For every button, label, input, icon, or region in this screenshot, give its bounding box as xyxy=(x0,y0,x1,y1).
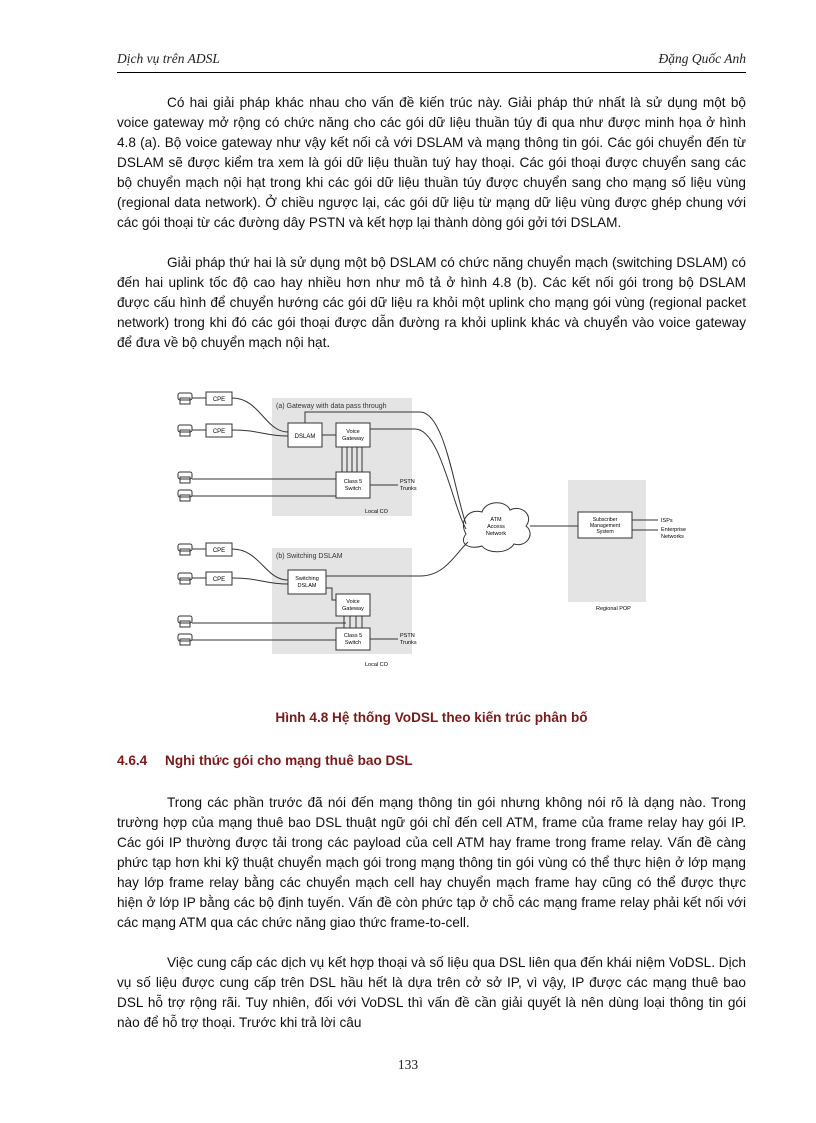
atm-label-1: ATM xyxy=(490,517,502,523)
class5-switch-box-b xyxy=(336,628,370,650)
local-co-label: Local CO xyxy=(365,509,388,515)
pstn-b-label-1: PSTN xyxy=(400,633,415,639)
voice-gateway-box xyxy=(336,423,370,447)
class5-b-label-2: Switch xyxy=(344,640,362,646)
switching-dslam-box xyxy=(288,570,326,594)
section-heading xyxy=(117,753,413,768)
atm-label-3: Network xyxy=(485,531,507,537)
section-title: Nghi thức gói cho mạng thuê bao DSL xyxy=(165,753,413,768)
label-a: (a) Gateway with data pass through xyxy=(276,403,387,410)
cpe-label: CPE xyxy=(212,397,226,403)
class5-label-2: Switch xyxy=(344,486,362,492)
page-number: 133 xyxy=(397,1057,419,1072)
pstn-label-2: Trunks xyxy=(400,486,417,492)
dslam-label: DSLAM xyxy=(294,434,316,440)
figure-caption: Hình 4.8 Hệ thống VoDSL theo kiến trúc phân bố xyxy=(275,710,588,725)
cpe-label: CPE xyxy=(212,548,226,554)
section-number: 4.6.4 xyxy=(117,753,148,768)
pstn-label-1: PSTN xyxy=(400,479,415,485)
enterprise-label-1: Enterprise xyxy=(661,527,687,533)
voice-gateway-b-label-2: Gateway xyxy=(342,606,364,612)
label-b: (b) Switching DSLAM xyxy=(276,553,343,560)
sms-label-1: Subscriber xyxy=(592,517,618,523)
paragraph-4: Việc cung cấp các dịch vụ kết hợp thoại và số liệu qua DSL liên qua đến khái niệm VoDSL. Dịch vụ số liệu được cung cấp trên DSL hầu hết là dựa trên cở sở IP, vì vậy, IP được các mạng thuê bao DSL hỗ trợ rộng rãi. Tuy nhiên, đối với VoDSL thì vấn đề cần giải quyết là nên dùng loại thông tin gói nào để hỗ trợ thoại. Trước khi trả lời câu xyxy=(117,955,746,1030)
phone-icon xyxy=(178,616,192,627)
cpe-label: CPE xyxy=(212,577,226,583)
sms-label-3: System xyxy=(596,529,614,535)
pstn-b-label-2: Trunks xyxy=(400,640,417,646)
switching-dslam-label-1: Switching xyxy=(295,576,319,582)
regional-pop-label: Regional POP xyxy=(596,606,631,612)
sms-label-2: Management xyxy=(589,523,621,529)
local-co-label-b: Local CO xyxy=(365,662,388,668)
phone-icon xyxy=(178,544,192,555)
class5-switch-box xyxy=(336,472,370,498)
paragraph-3: Trong các phần trước đã nói đến mạng thông tin gói nhưng không nói rõ là dạng nào. Trong trường hợp của mạng thuê bao DSL thuật ngữ gói chỉ đến cell ATM, frame của frame relay hay gói IP. Các gói IP thường được tải trong các payload của cell ATM hay frame trong frame relay. Vấn đề càng phức tạp hơn khi kỹ thuật chuyển mạch gói trong mạng thông tin gói vùng có thể thực hiện ở lớp mạng hay lớp frame relay bằng các chuyển mạch cell hay chuyển mạch frame hay cũng có thể được thực hiện ở lớp IP bằng các bộ định tuyến. Vấn đề còn phức tạp ở chỗ các mạng frame relay phải kết nối với các mạng ATM qua các chức năng giao thức frame-to-cell. xyxy=(117,795,746,930)
phone-icon xyxy=(178,573,192,584)
isps-label: ISPs xyxy=(661,518,673,524)
vodsl-diagram xyxy=(170,384,700,678)
running-header-right: Đặng Quốc Anh xyxy=(658,51,746,66)
paragraph-2: Giải pháp thứ hai là sử dụng một bộ DSLAM có chức năng chuyển mạch (switching DSLAM) có đến hai uplink tốc độ cao hay nhiều hơn như mô tả ở hình 4.8 (b). Các kết nối gói trong bộ DSLAM được cấu hình để chuyển hướng các gói dữ liệu ra khỏi một uplink cho mạng gói vùng (regional packet network) trong khi đó các gói thoại được dẫn đường ra khỏi uplink khác và chuyển vào voice gateway để đưa về bộ chuyển mạch nội hạt. xyxy=(117,255,746,350)
phone-icon xyxy=(178,393,192,404)
phone-icon xyxy=(178,472,192,483)
voice-gateway-b-label-1: Voice xyxy=(346,599,360,605)
header-rule xyxy=(117,72,746,73)
paragraph-1: Có hai giải pháp khác nhau cho vấn đề kiến trúc này. Giải pháp thứ nhất là sử dụng một bộ voice gateway mở rộng có chức năng cho các gói dữ liệu thuần túy đi qua như được minh họa ở hình 4.8 (a). Bộ voice gateway như vậy kết nối cả với DSLAM và mạng thông tin gói. Các gói chuyển đến từ DSLAM sẽ được kiểm tra xem là gói dữ liệu thuần tuý hay thoại. Các gói thoại được chuyển sang các bộ chuyển mạch nội hạt trong khi các gói dữ liệu thuần túy được chuyển sang cho mạng số liệu vùng (regional data network). Ở chiều ngược lại, các gói dữ liệu từ mạng dữ liệu vùng được ghép chung với các gói thoại từ các đường dây PSTN và kết hợp lại thành dòng gói gởi tới DSLAM. xyxy=(117,95,746,230)
voice-gateway-label-1: Voice xyxy=(346,429,360,435)
phone-icon xyxy=(178,634,192,645)
voice-gateway-label-2: Gateway xyxy=(342,436,364,442)
class5-label-1: Class 5 xyxy=(343,479,363,485)
class5-b-label-1: Class 5 xyxy=(343,633,363,639)
phone-icon xyxy=(178,425,192,436)
running-header-left: Dịch vụ trên ADSL xyxy=(117,51,220,66)
switching-dslam-label-2: DSLAM xyxy=(297,583,317,589)
regional-pop-region xyxy=(568,480,646,602)
enterprise-label-2: Networks xyxy=(661,534,684,540)
figure-vodsl-architecture xyxy=(170,384,700,678)
phone-icon xyxy=(178,490,192,501)
voice-gateway-box-b xyxy=(336,594,370,616)
cpe-label: CPE xyxy=(212,429,226,435)
atm-label-2: Access xyxy=(487,524,505,530)
